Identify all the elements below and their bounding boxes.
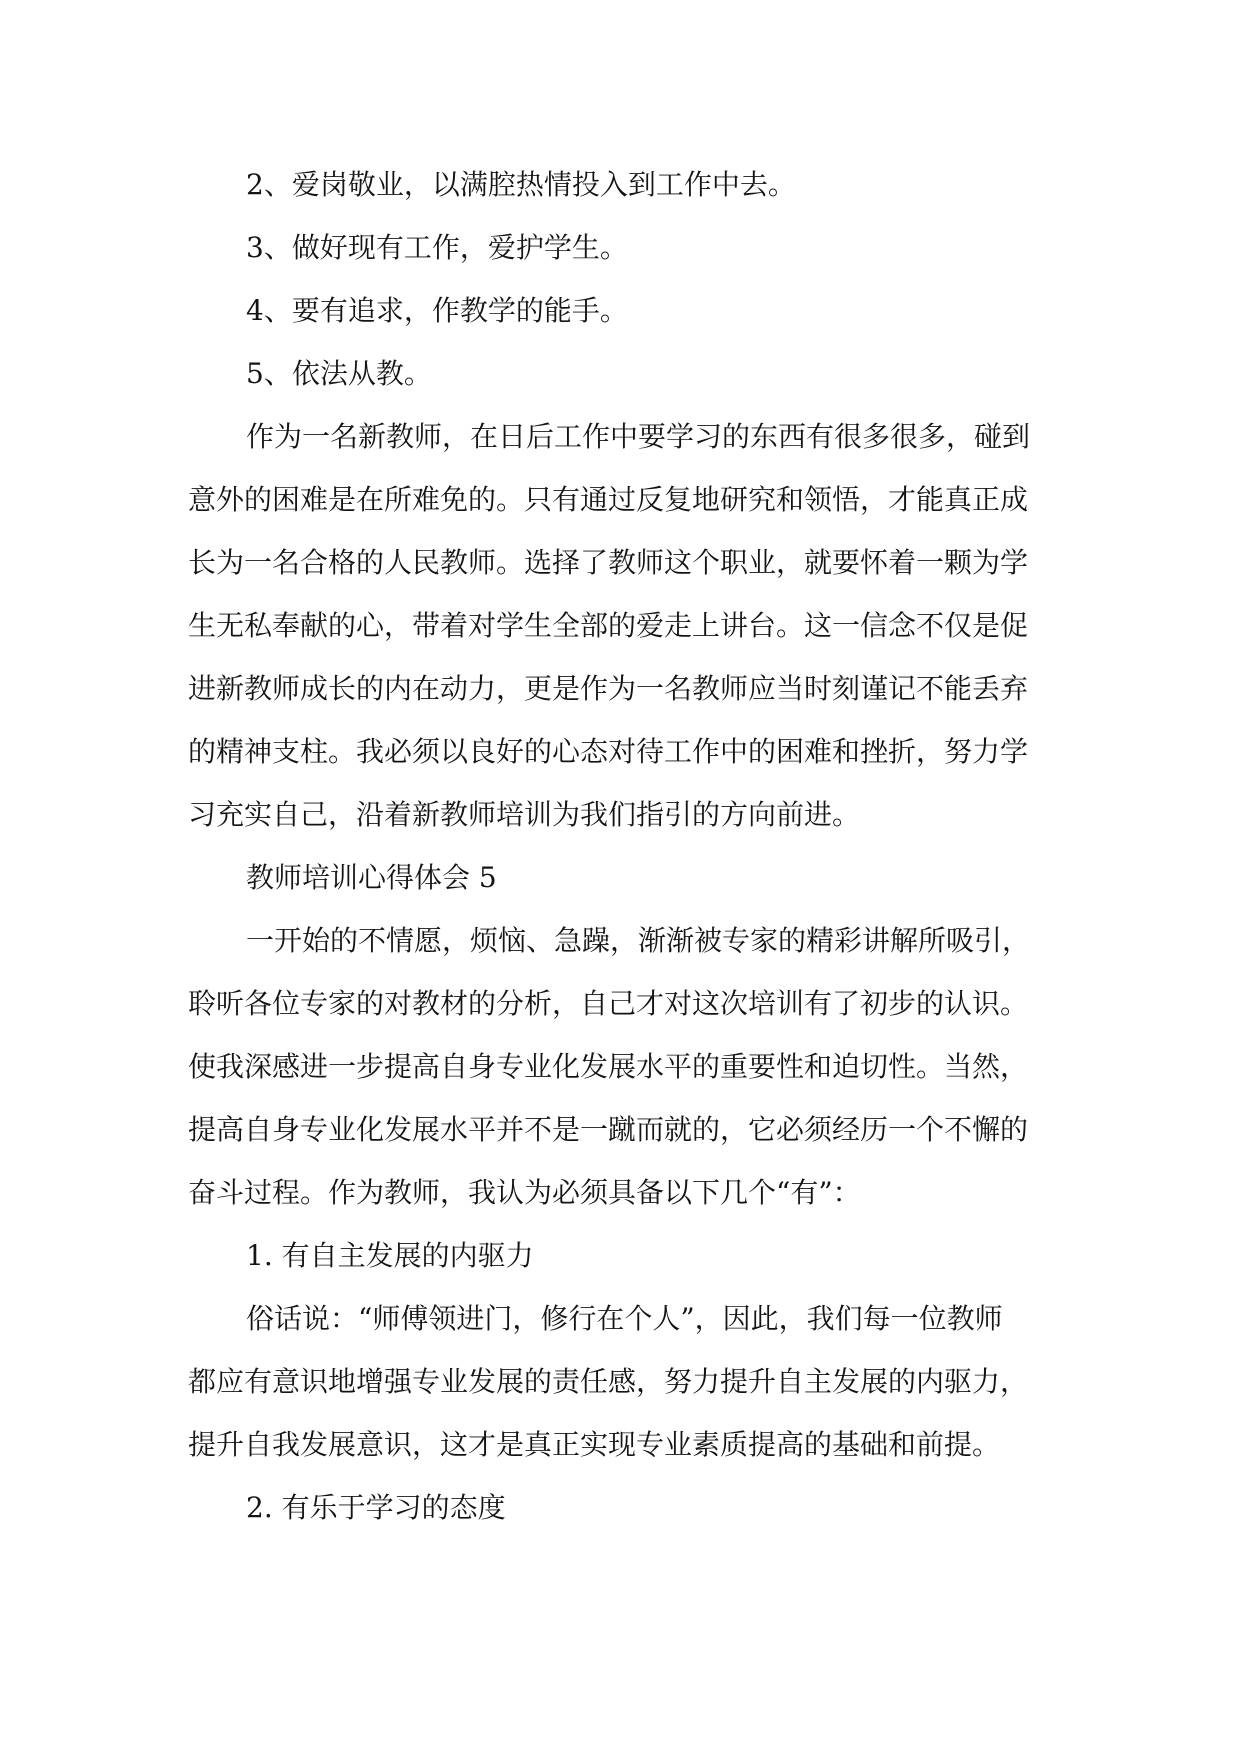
subheading: 2. 有乐于学习的态度: [246, 1491, 506, 1524]
paragraph-line: 都应有意识地增强专业发展的责任感，努力提升自主发展的内驱力，: [188, 1365, 1029, 1398]
section-heading: 教师培训心得体会 5: [246, 861, 497, 894]
paragraph-line: 一开始的不情愿，烦恼、急躁，渐渐被专家的精彩讲解所吸引，: [246, 924, 1031, 957]
paragraph-line: 俗话说：“师傅领进门，修行在个人”，因此，我们每一位教师: [246, 1302, 1003, 1335]
paragraph-line: 生无私奉献的心，带着对学生全部的爱走上讲台。这一信念不仅是促: [188, 609, 1029, 642]
paragraph-line: 进新教师成长的内在动力，更是作为一名教师应当时刻谨记不能丢弃: [188, 672, 1029, 705]
paragraph-line: 奋斗过程。作为教师，我认为必须具备以下几个“有”：: [188, 1176, 861, 1209]
list-item-3: 3、做好现有工作，爱护学生。: [246, 231, 628, 264]
paragraph-line: 意外的困难是在所难免的。只有通过反复地研究和领悟，才能真正成: [188, 483, 1029, 516]
paragraph-line: 的精神支柱。我必须以良好的心态对待工作中的困难和挫折，努力学: [188, 735, 1029, 768]
list-item-5: 5、依法从教。: [246, 357, 432, 390]
paragraph-line: 长为一名合格的人民教师。选择了教师这个职业，就要怀着一颗为学: [188, 546, 1029, 579]
list-item-2: 2、爱岗敬业，以满腔热情投入到工作中去。: [246, 168, 796, 201]
list-item-4: 4、要有追求，作教学的能手。: [246, 294, 628, 327]
paragraph-line: 作为一名新教师，在日后工作中要学习的东西有很多很多，碰到: [246, 420, 1031, 453]
paragraph-line: 习充实自己，沿着新教师培训为我们指引的方向前进。: [188, 798, 861, 831]
subheading: 1. 有自主发展的内驱力: [246, 1239, 534, 1272]
paragraph-line: 使我深感进一步提高自身专业化发展水平的重要性和迫切性。当然，: [188, 1050, 1029, 1083]
paragraph-line: 提升自我发展意识，这才是真正实现专业素质提高的基础和前提。: [188, 1428, 1001, 1461]
paragraph-line: 提高自身专业化发展水平并不是一蹴而就的，它必须经历一个不懈的: [188, 1113, 1029, 1146]
paragraph-line: 聆听各位专家的对教材的分析，自己才对这次培训有了初步的认识。: [188, 987, 1029, 1020]
